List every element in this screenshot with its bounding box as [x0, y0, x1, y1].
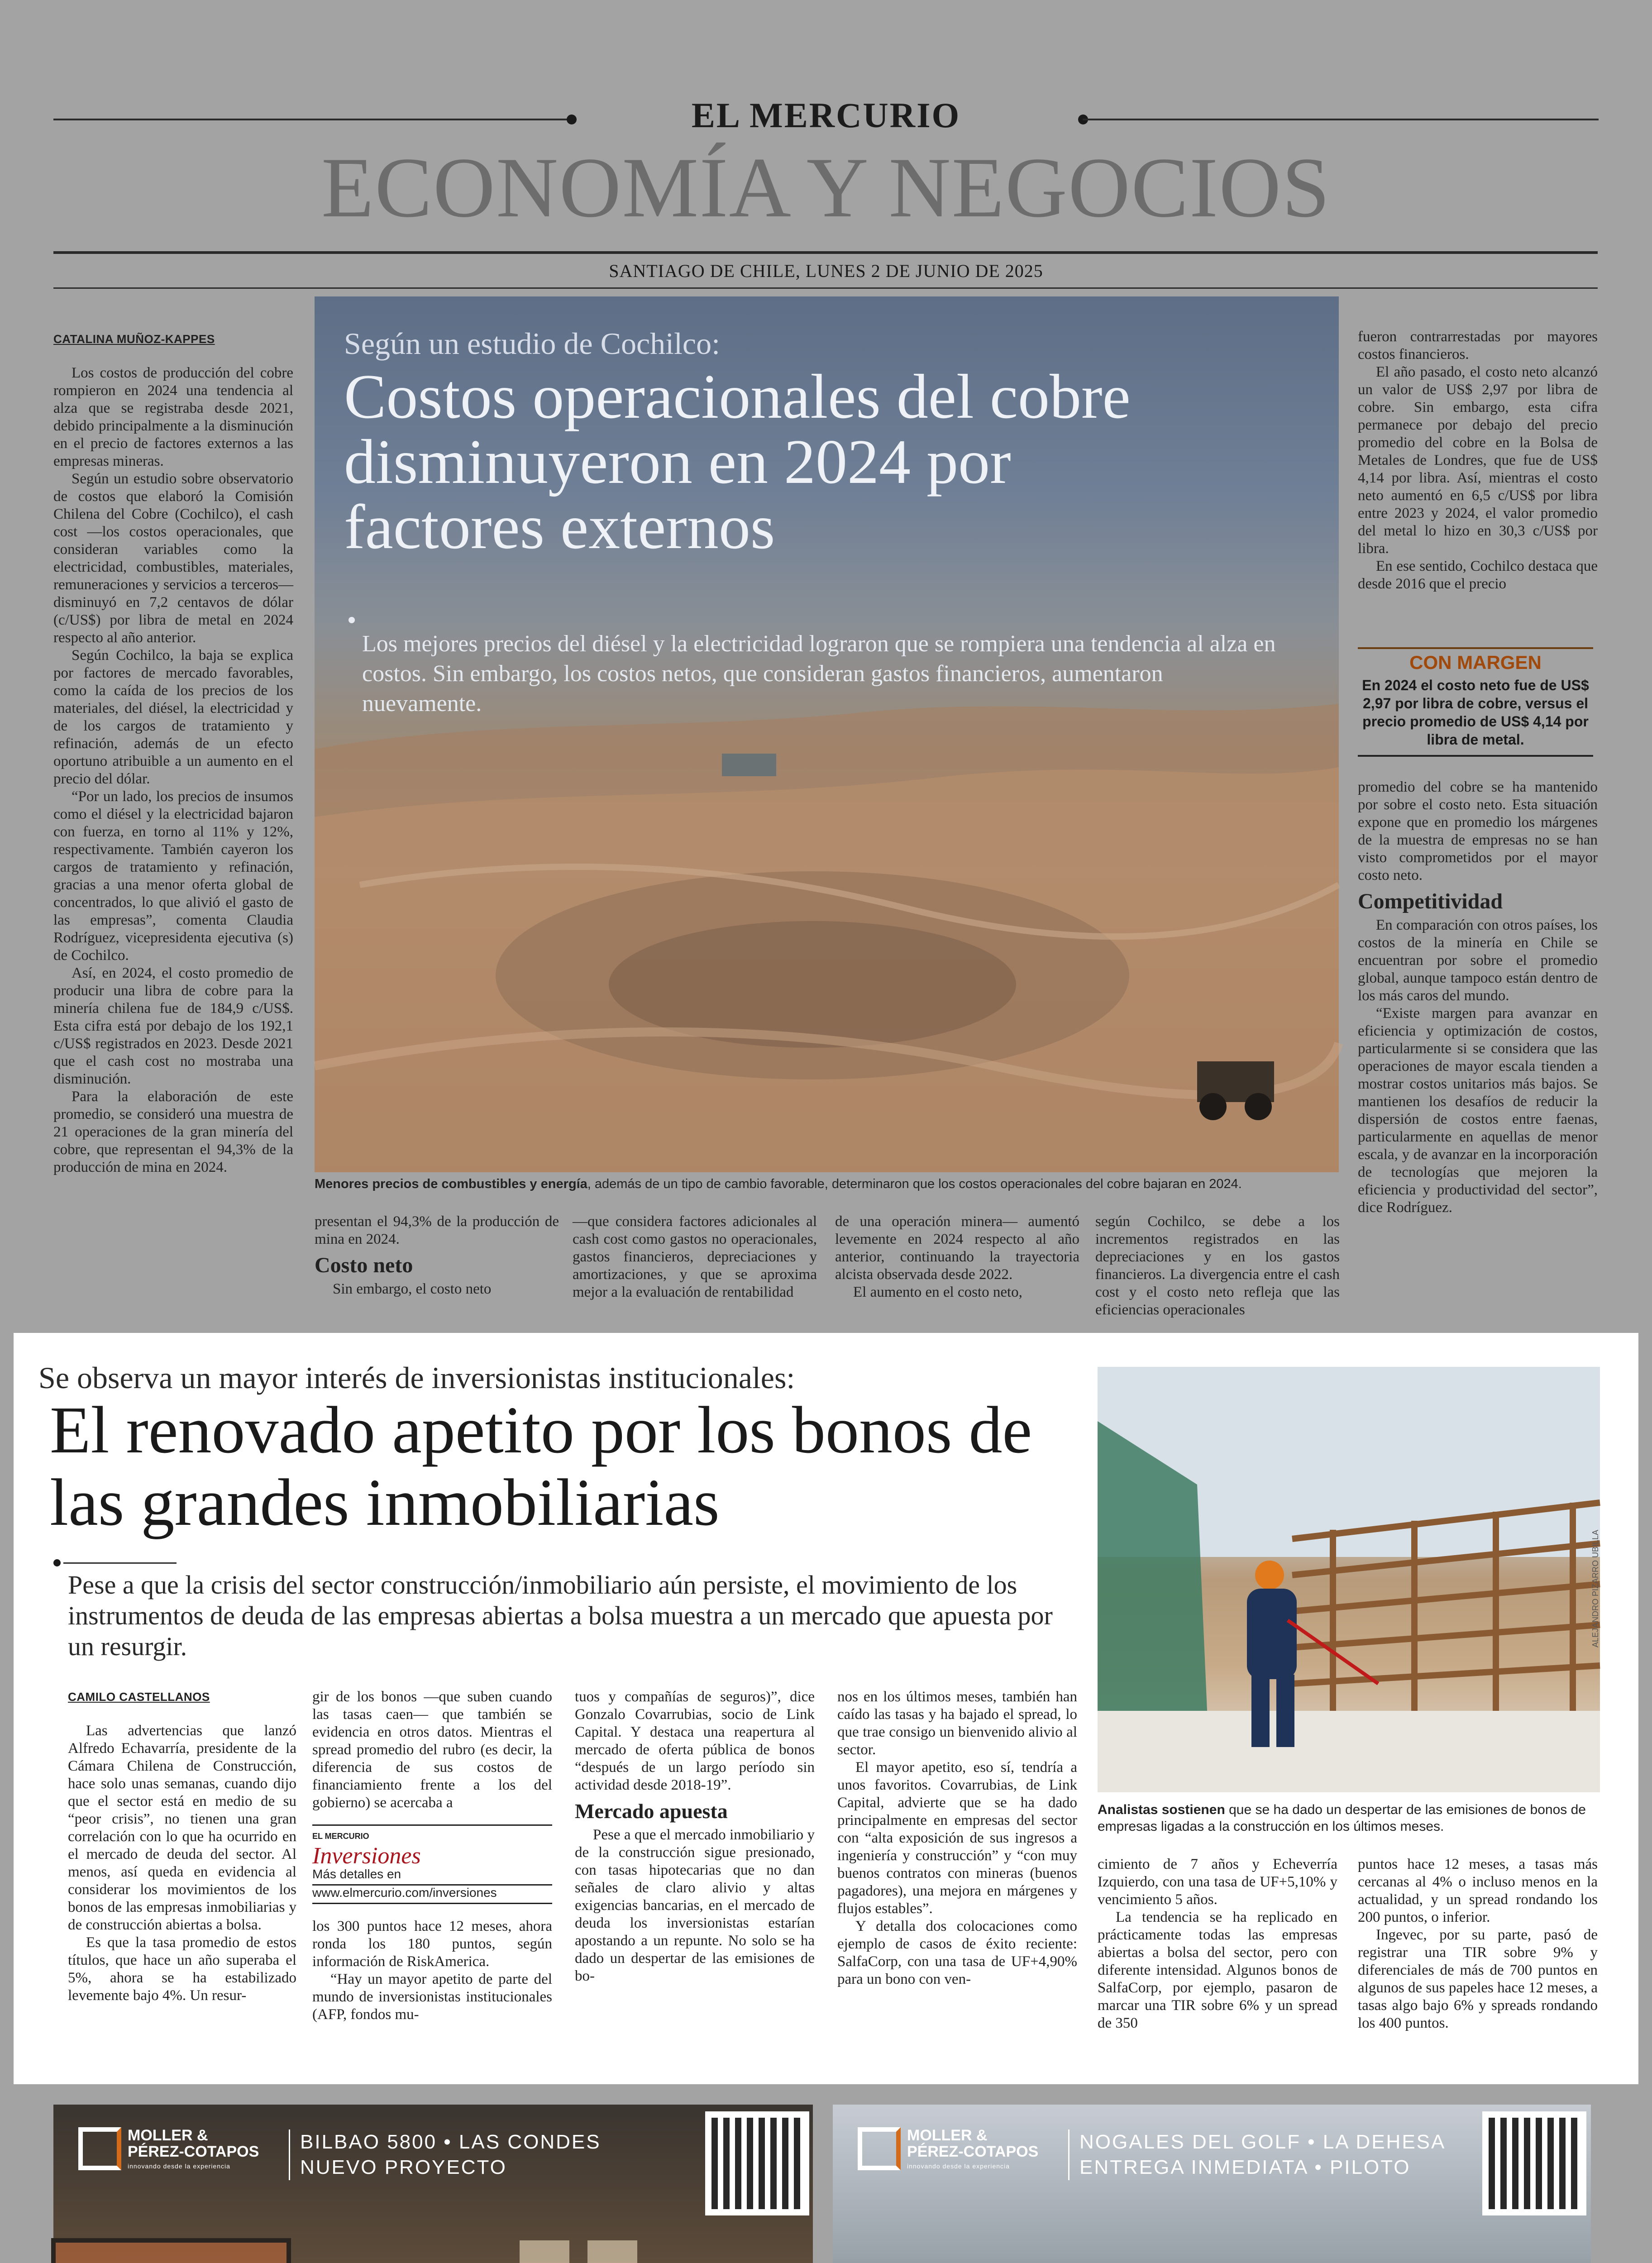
article1-paragraph: promedio del cobre se ha mantenido por sobre el costo neto. Esta situación expone que en promedio los márgenes de la muestra de empresas no se han visto comprometidos por el mayor costo neto. — [1358, 779, 1598, 883]
article1-paragraph: Según Cochilco, la baja se explica por factores de mercado favorables, como la caída de los precios de los materiales, del diésel, la electricidad y de los cargos de tratamiento y refinación, además de un efecto oportuno atribuible a un aumento en el precio del dólar. — [53, 647, 293, 787]
ad2-location — [1068, 2129, 1446, 2180]
dateline: SANTIAGO DE CHILE, LUNES 2 DE JUNIO DE 2025 — [609, 261, 1043, 281]
ad2-location-line2: ENTREGA INMEDIATA • PILOTO — [1079, 2156, 1411, 2178]
article1-paragraph: —que considera factores adicionales al cash cost como gastos no operacionales, gastos financieros, depreciaciones y amortizaciones, y que se aproxima mejor a la evaluación de rentabilidad — [573, 1213, 817, 1300]
ad1-location-line1: BILBAO 5800 • LAS CONDES — [300, 2131, 601, 2153]
masthead-rule-right — [1083, 119, 1599, 120]
brand-tagline: innovando desde la experiencia — [907, 2163, 1010, 2170]
article1-paragraph: En ese sentido, Cochilco destaca que desde 2016 que el precio — [1358, 558, 1598, 592]
article1-byline: CATALINA MUÑOZ-KAPPES — [53, 332, 215, 346]
article2-headline: El renovado apetito por los bonos de las grandes inmobiliarias — [50, 1393, 1032, 1540]
article1-paragraph: fueron contrarrestadas por mayores costos financieros. — [1358, 329, 1598, 363]
article1-paragraph: “Por un lado, los precios de insumos como el diésel y la electricidad bajaron con fuerza, en torno al 11% y 12%, respectivamente. También cayeron los cargos de tratamiento y refinación, gracias a una menor oferta global de concentrados, lo que alivió el gasto de las empresas”, comenta Claudia Rodríguez, vicepresidenta ejecutiva (s) de Cochilco. — [53, 788, 293, 964]
moller-brand — [858, 2127, 1038, 2170]
article2-caption-bold: Analistas sostienen — [1098, 1802, 1225, 1817]
article2-paragraph: Es que la tasa promedio de estos títulos, que hace un año superaba el 5%, ahora se ha estabilizado levemente bajo 4%. Un resur- — [68, 1934, 296, 2004]
real-estate-ad-nogales[interactable] — [833, 2105, 1591, 2263]
article2-byline: CAMILO CASTELLANOS — [68, 1690, 210, 1704]
article1-paragraph: Los costos de producción del cobre rompieron en 2024 una tendencia al alza que se registraba desde 2021, debido principalmente a la disminución en el precio de factores externos a las empresas mineras. — [53, 365, 293, 469]
pull-quote-top-rule — [1358, 647, 1593, 649]
article1-column-1 — [53, 330, 293, 1175]
pull-quote-tag: CON MARGEN — [1409, 652, 1542, 673]
hero-mine-photo — [315, 296, 1339, 1172]
article2-paragraph: nos en los últimos meses, también han caído las tasas y ha bajado el spread, lo que trae consigo un bienvenido alivio al sector. — [837, 1689, 1077, 1758]
article2-column-6 — [1358, 1856, 1598, 2032]
article2-kicker: Se observa un mayor interés de inversionistas institucionales: — [38, 1361, 795, 1395]
article2-column-2 — [312, 1688, 552, 2024]
moller-logo-icon — [78, 2127, 121, 2170]
brand-line-1: MOLLER & — [907, 2127, 988, 2144]
article2-column-1 — [68, 1688, 296, 2005]
article1-lead-bullet — [349, 617, 355, 623]
ad1-location-line2: NUEVO PROYECTO — [300, 2156, 507, 2178]
article2-lead-bullet — [53, 1559, 61, 1566]
article2-paragraph: gir de los bonos —que suben cuando las tasas caen— que también se evidencia en otros datos. Mientras el spread promedio del rubro (es decir, la diferencia de sus costos de financiamiento frente a los del gobierno) se acercaba a — [312, 1689, 552, 1811]
article2-column-5 — [1098, 1856, 1337, 2032]
article2-lead: Pese a que la crisis del sector construcción/inmobiliario aún persiste, el movimiento de los instrumentos de deuda de las empresas abiertas a bolsa muestra a un mercado que apuesta por un resurgir. — [68, 1570, 1053, 1661]
pull-quote-text: En 2024 el costo neto fue de US$ 2,97 por libra de cobre, versus el precio promedio de US$ 4,14 por libra de metal. — [1362, 677, 1589, 748]
article1-paragraph: Sin embargo, el costo neto — [333, 1281, 492, 1297]
article2-paragraph: tuos y compañías de seguros)”, dice Gonzalo Covarrubias, socio de Link Capital. Y destaca una reapertura al mercado de oferta pública de bonos “después de un largo período sin actividad desde 2018-19”. — [575, 1689, 815, 1793]
brand-line-2: PÉREZ-COTAPOS — [907, 2143, 1039, 2160]
article1-kicker: Según un estudio de Cochilco: — [344, 326, 721, 361]
qr-pattern — [1489, 2118, 1580, 2209]
article1-subhead-competitividad: Competitividad — [1358, 889, 1503, 913]
article1-paragraph: El año pasado, el costo neto alcanzó un valor de US$ 2,97 por libra de cobre. Sin embargo, esta cifra permanece por debajo del precio promedio del cobre en la Bolsa de Metales de Londres, que fue de US$ 4,14 por libra. Así, mientras el costo neto aumentó en 6,5 c/US$ por libra entre 2023 y 2024, el valor promedio del metal lo hizo en 30,3 c/US$ por libra. — [1358, 364, 1598, 557]
promo-more: Más detalles en — [312, 1867, 552, 1886]
hero-caption-text: , además de un tipo de cambio favorable, determinaron que los costos operacionales del cobre bajaran en 2024. — [587, 1177, 1242, 1191]
article2-paragraph: cimiento de 7 años y Echeverría Izquierdo, con una tasa de UF+5,10% y vencimiento 5 años. — [1098, 1856, 1337, 1908]
article2-column-4 — [837, 1688, 1077, 1988]
article1-column-2 — [315, 1213, 559, 1298]
article1-column-4 — [835, 1213, 1079, 1301]
photo-credit: ALEJANDRO PIZARRO UBILLA — [1591, 1529, 1600, 1647]
brand-line-2: PÉREZ-COTAPOS — [128, 2143, 259, 2160]
article1-paragraph: Según un estudio sobre observatorio de costos que elaboró la Comisión Chilena del Cobre (Cochilco), el cash cost —los costos operacionales, que consideran variables como la electricidad, combustibles, materiales, remuneraciones y servicios a terceros— disminuyó en 7,2 centavos de dólar (c/US$) por libra de metal en 2024 respecto al año anterior. — [53, 471, 293, 646]
promo-title: Inversiones — [312, 1843, 421, 1869]
article2-paragraph: Pese a que el mercado inmobiliario y de la construcción sigue presionado, con tasas hipotecarias que no dan señales de claro alivio y altas exigencias bancarias, en el mercado de deuda los inversionistas estarían apostando a un repunte. No solo se ha dado un despertar de las emisiones de bo- — [575, 1827, 815, 1984]
article1-paragraph: En comparación con otros países, los costos de la minería en Chile se encuentran por sobre el promedio global, aunque tampoco están dentro de los más caros del mundo. — [1358, 917, 1598, 1004]
article2-lead-rule — [63, 1562, 177, 1564]
pull-quote-bottom-rule — [1358, 755, 1593, 757]
article1-paragraph: El aumento en el costo neto, — [853, 1284, 1022, 1300]
article2-paragraph: El mayor apetito, eso sí, tendría a unos favoritos. Covarrubias, de Link Capital, advierte que se ha dado principalmente en empresas del sector con “alta exposición de sus ingresos a ingeniería y construcción” y “con muy buenos contratos con mineras (buenos pagadores), una mejora en márgenes y flujos estables”. — [837, 1759, 1077, 1917]
article1-column-5 — [1095, 1213, 1340, 1319]
section-rule-top — [53, 251, 1598, 254]
article2-photo-caption — [1098, 1801, 1600, 1835]
article2-paragraph: puntos hace 12 meses, a tasas más cercanas al 4% o incluso menos en la actualidad, y un spread rondando los 200 puntos, o inferior. — [1358, 1856, 1598, 1925]
pull-quote-box — [1358, 647, 1593, 757]
ad1-qr-code[interactable] — [705, 2111, 809, 2215]
article1-paragraph: “Existe margen para avanzar en eficiencia y optimización de costos, particularmente si se considera que las operaciones de mayor escala tienden a mostrar costos unitarios más bajos. Se mantienen los desafíos de reducir la dispersión de costos entre faenas, particularmente en aquellas de menor escala, y de avanzar en la incorporación de tecnologías que mejoren la eficiencia y productividad del sector”, dice Rodríguez. — [1358, 1005, 1598, 1216]
article1-lead: Los mejores precios del diésel y la electricidad lograron que se rompiera una tendencia al alza en costos. Sin embargo, los costos netos, que consideran gastos financieros, aumentaron nuevamente. — [362, 631, 1276, 716]
article1-paragraph: según Cochilco, se debe a los incrementos registrados en las depreciaciones y en los gastos financieros. La divergencia entre el cash cost y el costo neto refleja que las eficiencias operacionales — [1095, 1213, 1340, 1318]
article2-paragraph: Y detalla dos colocaciones como ejemplo de casos de éxito reciente: SalfaCorp, con una tasa de UF+4,90% para un bono con ven- — [837, 1918, 1077, 1987]
article1-column-3 — [573, 1213, 817, 1301]
qr-pattern — [711, 2118, 803, 2209]
construction-worker-photo — [1098, 1367, 1600, 1792]
moller-brand — [78, 2127, 259, 2170]
section-rule-bottom — [53, 287, 1598, 289]
ad2-qr-code[interactable] — [1482, 2111, 1586, 2215]
promo-url-link[interactable]: www.elmercurio.com/inversiones — [312, 1886, 552, 1904]
article1-subhead-costo-neto: Costo neto — [315, 1253, 413, 1277]
article2-column-3 — [575, 1688, 815, 1985]
masthead-name: EL MERCURIO — [691, 95, 961, 135]
hero-caption-bold: Menores precios de combustibles y energía — [315, 1177, 587, 1191]
article2-paragraph: Las advertencias que lanzó Alfredo Echavarría, presidente de la Cámara Chilena de Construcción, hace solo unas semanas, cuando dijo que el sector está en medio de su “peor crisis”, no tienen una gran correlación con lo que ha ocurrido en el mercado de deuda del sector. Al menos, así queda en evidencia al considerar los movimientos de los bonos de las empresas inmobiliarias y de construcción abiertas a bolsa. — [68, 1723, 296, 1933]
article1-paragraph: Para la elaboración de este promedio, se consideró una muestra de 21 operaciones de la gran minería del cobre, que representan el 94,3% de la producción de mina en 2024. — [53, 1089, 293, 1175]
ad1-location — [289, 2129, 601, 2180]
moller-logo-icon — [858, 2127, 901, 2170]
construction-scene-illustration — [1098, 1367, 1600, 1792]
article1-column-right-bottom — [1358, 778, 1598, 1217]
article1-paragraph: de una operación minera— aumentó levemente en 2024 respecto al año anterior, continuando la trayectoria alcista observada desde 2022. — [835, 1213, 1079, 1283]
article1-headline: Costos operacionales del cobre disminuyeron en 2024 por factores externos — [344, 362, 1131, 562]
article1-paragraph: Así, en 2024, el costo promedio de producir una libra de cobre para la minería chilena fue de 184,9 c/US$. Esta cifra está por debajo de los 192,1 c/US$ registrados en 2023. Desde 2021 que el cash cost no mostraba una disminución. — [53, 965, 293, 1087]
brand-tagline: innovando desde la experiencia — [128, 2163, 230, 2170]
promo-brand: EL MERCURIO — [312, 1824, 552, 1845]
hero-caption — [315, 1177, 1339, 1192]
article2-subhead-mercado-apuesta: Mercado apuesta — [575, 1800, 728, 1823]
article2-paragraph: los 300 puntos hace 12 meses, ahora ronda los 180 puntos, según información de RiskAmerica. — [312, 1918, 552, 1970]
article2-paragraph: La tendencia se ha replicado en prácticamente todas las empresas abiertas a bolsa del sector, pero con diferente intensidad. Algunos bonos de SalfaCorp, por ejemplo, pasaron de marcar una TIR sobre 6% y un spread de 350 — [1098, 1909, 1337, 2031]
article1-column-right-top — [1358, 328, 1598, 593]
article2-paragraph: “Hay un mayor apetito de parte del mundo de inversionistas institucionales (AFP, fondos mu- — [312, 1971, 552, 2023]
article2-caption-text: que se ha dado un despertar de las emisiones de bonos de empresas ligadas a la construcción en los últimos meses. — [1098, 1802, 1586, 1834]
brand-line-1: MOLLER & — [128, 2127, 208, 2144]
section-title: ECONOMÍA Y NEGOCIOS — [321, 140, 1331, 235]
article1-paragraph: presentan el 94,3% de la producción de mina en 2024. — [315, 1213, 559, 1247]
real-estate-ad-bilbao[interactable] — [53, 2105, 813, 2263]
inversiones-promo[interactable] — [312, 1824, 552, 1904]
article2-paragraph: Ingevec, por su parte, pasó de registrar una TIR sobre 9% y diferenciales de más de 700 puntos en algunos de sus papeles hace 12 meses, a tasas algo bajo 6% y spreads rondando los 400 puntos. — [1358, 1927, 1598, 2031]
ad2-location-line1: NOGALES DEL GOLF • LA DEHESA — [1079, 2131, 1446, 2153]
